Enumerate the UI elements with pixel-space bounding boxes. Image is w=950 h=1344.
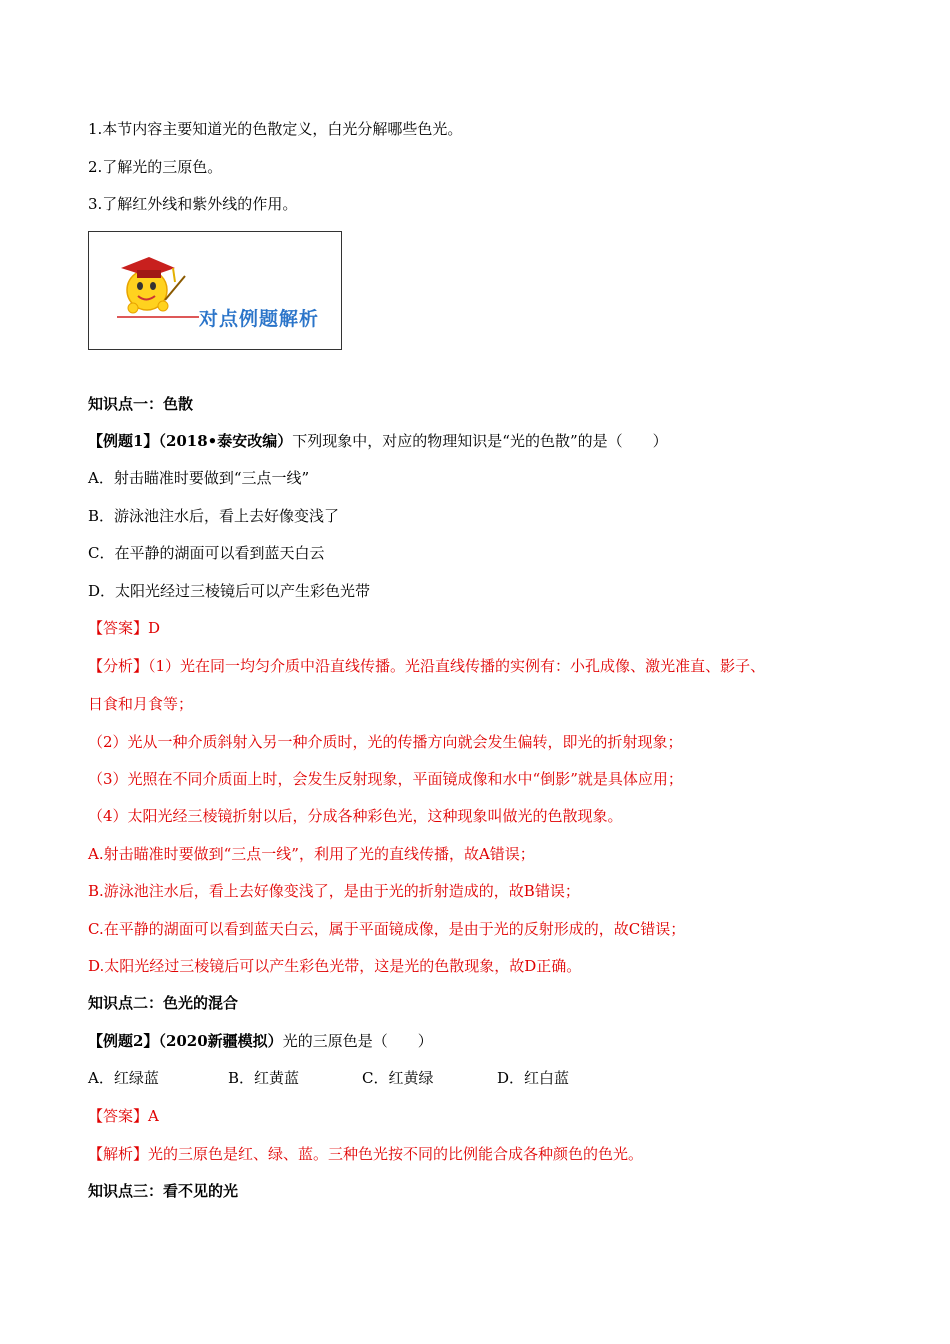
example2-question: 光的三原色是（ ） (282, 1032, 433, 1050)
example1-line (88, 431, 668, 451)
analysis-line-7: B.游泳池注水后，看上去好像变浅了，是由于光的折射造成的，故B错误； (88, 882, 580, 900)
example1-option-d: D．太阳光经过三棱镜后可以产生彩色光带 (88, 582, 371, 600)
example2-option-a: A．红绿蓝 (88, 1069, 159, 1087)
example1-option-c: C．在平静的湖面可以看到蓝天白云 (88, 544, 325, 562)
example2-source: （2020新疆模拟） (158, 1032, 283, 1050)
example2-answer (88, 1106, 159, 1126)
example1-option-b: B．游泳池注水后，看上去好像变浅了 (88, 507, 340, 525)
objective-3: 3.了解红外线和紫外线的作用。 (88, 195, 298, 213)
answer-tag: 【答案】 (88, 1107, 149, 1125)
example2-option-d: D．红白蓝 (497, 1069, 570, 1087)
section3-heading: 知识点三：看不见的光 (88, 1182, 239, 1200)
analysis-line-4: （3）光照在不同介质面上时，会发生反射现象，平面镜成像和水中“倒影”就是具体应用； (88, 770, 683, 788)
section2-heading: 知识点二：色光的混合 (88, 994, 239, 1012)
example2-option-b: B．红黄蓝 (228, 1069, 300, 1087)
example2-option-c: C．红黄绿 (362, 1069, 434, 1087)
example1-source: （2018•泰安改编） (158, 432, 293, 450)
mascot-icon (89, 232, 343, 351)
example2-explanation: 【解析】光的三原色是红、绿、蓝。三种色光按不同的比例能合成各种颜色的色光。 (88, 1145, 644, 1163)
section1-heading: 知识点一：色散 (88, 395, 194, 413)
example1-question: 下列现象中，对应的物理知识是“光的色散”的是（ ） (292, 432, 668, 450)
objective-1: 1.本节内容主要知道光的色散定义，白光分解哪些色光。 (88, 120, 463, 138)
analysis-line-1: 【分析】（1）光在同一均匀介质中沿直线传播。光沿直线传播的实例有：小孔成像、激光准直、影子、 (88, 657, 766, 675)
analysis-line-8: C.在平静的湖面可以看到蓝天白云，属于平面镜成像，是由于光的反射形成的，故C错误； (88, 920, 686, 938)
answer-value: D (148, 619, 161, 637)
analysis-line-3: （2）光从一种介质斜射入另一种介质时，光的传播方向就会发生偏转，即光的折射现象； (88, 733, 683, 751)
explanation-tag: 【解析】 (88, 1145, 149, 1163)
answer-tag: 【答案】 (88, 619, 149, 637)
example1-tag: 【例题1】 (88, 432, 159, 450)
banner-label: 对点例题解析 (199, 308, 320, 330)
analysis-line-6: A.射击瞄准时要做到“三点一线”，利用了光的直线传播，故A错误； (88, 845, 535, 863)
example2-tag: 【例题2】 (88, 1032, 159, 1050)
objective-2: 2.了解光的三原色。 (88, 158, 223, 176)
analysis-line-9: D.太阳光经过三棱镜后可以产生彩色光带，这是光的色散现象，故D正确。 (88, 957, 582, 975)
example1-answer (88, 618, 160, 638)
example-analysis-banner (88, 231, 342, 350)
analysis-tag: 【分析】 (88, 657, 149, 675)
example2-line (88, 1031, 433, 1051)
answer-value: A (148, 1107, 159, 1125)
analysis-line-5: （4）太阳光经三棱镜折射以后，分成各种彩色光，这种现象叫做光的色散现象。 (88, 807, 623, 825)
analysis-line-2: 日食和月食等； (88, 695, 194, 713)
example1-option-a: A．射击瞄准时要做到“三点一线” (88, 469, 310, 487)
